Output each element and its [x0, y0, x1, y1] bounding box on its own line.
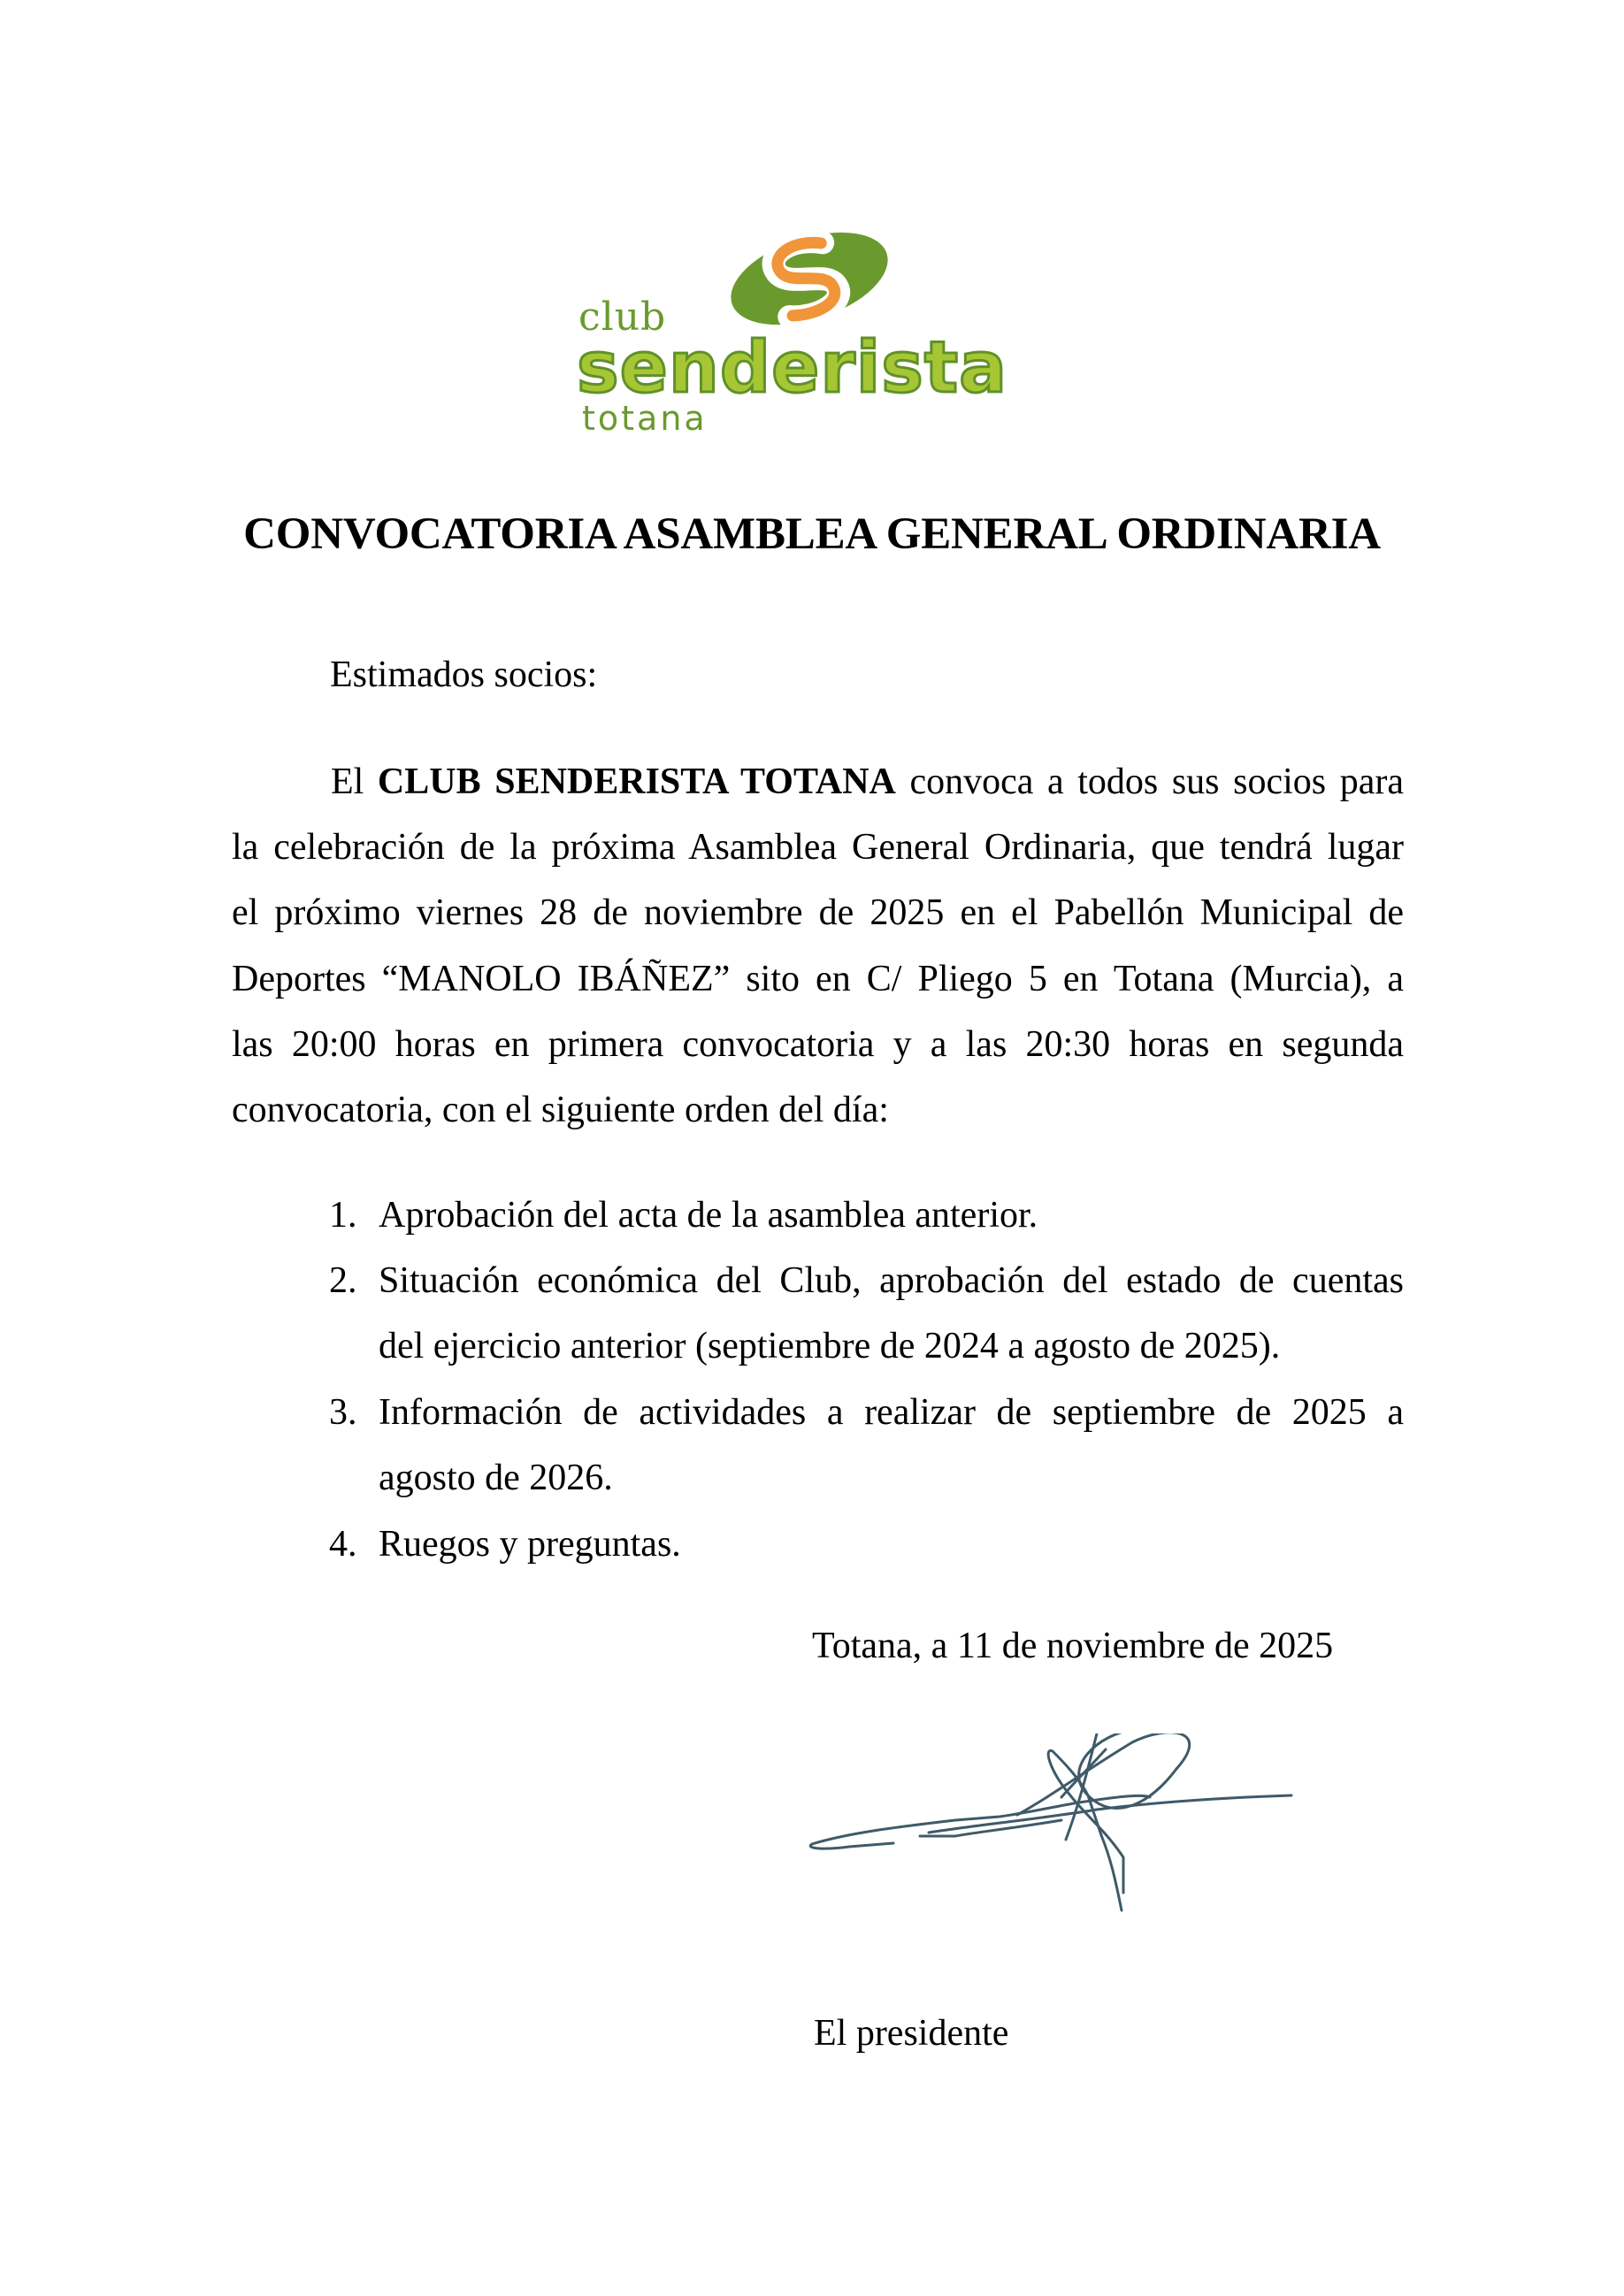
agenda-item-text: Ruegos y preguntas. — [379, 1524, 681, 1565]
logo-s-emblem-icon — [725, 224, 893, 334]
signer-title: El presidente — [814, 2013, 1009, 2054]
paragraph-intro-prefix: El — [331, 762, 378, 802]
agenda-item-text: Situación económica del Club, aprobación del estado de cuentas — [379, 1260, 1404, 1301]
agenda-item-text: Aprobación del acta de la asamblea anterior. — [379, 1195, 1038, 1236]
club-logo — [566, 217, 1061, 447]
agenda-item-number: 1. — [329, 1195, 357, 1236]
logo-text-senderista: senderista — [577, 326, 1008, 409]
paragraph-line: Deportes “MANOLO IBÁÑEZ” sito en C/ Pliego 5 en Totana (Murcia), a — [232, 959, 1404, 999]
club-name: CLUB SENDERISTA TOTANA — [377, 762, 896, 802]
greeting: Estimados socios: — [330, 654, 598, 695]
paragraph-line: las 20:00 horas en primera convocatoria y a las 20:30 horas en segunda — [232, 1024, 1404, 1065]
paragraph-line — [331, 760, 1404, 804]
paragraph-line: convocatoria, con el siguiente orden del día: — [232, 1090, 889, 1130]
paragraph-line: el próximo viernes 28 de noviembre de 2025 en el Pabellón Municipal de — [232, 892, 1404, 933]
agenda-item-number: 2. — [329, 1260, 357, 1301]
agenda-item-text: Información de actividades a realizar de septiembre de 2025 a — [379, 1392, 1404, 1433]
signature-icon — [796, 1733, 1309, 1946]
paragraph-line: la celebración de la próxima Asamblea General Ordinaria, que tendrá lugar — [232, 827, 1404, 868]
agenda-item-number: 3. — [329, 1392, 357, 1433]
logo-text-totana: totana — [582, 399, 708, 438]
place-date: Totana, a 11 de noviembre de 2025 — [812, 1626, 1334, 1666]
agenda-item-text: agosto de 2026. — [379, 1458, 613, 1498]
logo-text-club: club — [578, 295, 667, 340]
paragraph-intro-suffix: convoca a todos sus socios para — [895, 762, 1404, 802]
agenda-item-number: 4. — [329, 1524, 357, 1565]
document-title: CONVOCATORIA ASAMBLEA GENERAL ORDINARIA — [243, 509, 1381, 559]
agenda-item-text: del ejercicio anterior (septiembre de 2024 a agosto de 2025). — [379, 1326, 1281, 1366]
